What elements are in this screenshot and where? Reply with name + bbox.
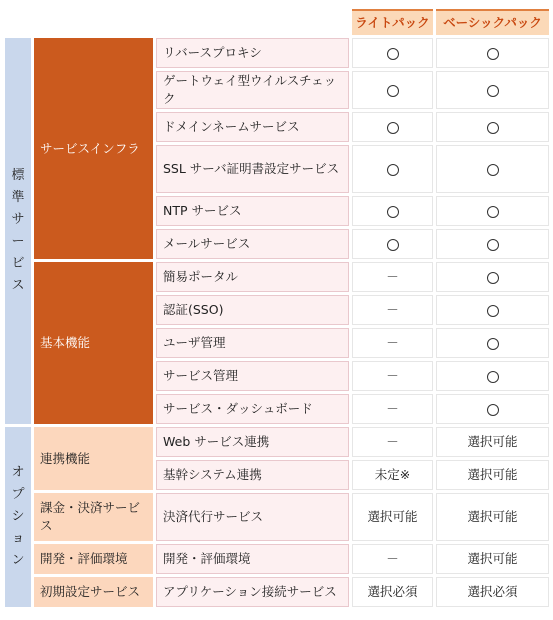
table-row xyxy=(5,262,549,292)
basic-value xyxy=(436,112,549,142)
feature-cell: NTP サービス xyxy=(156,196,349,226)
circle-mark-icon xyxy=(487,338,499,350)
lite-value: 未定※ xyxy=(352,460,433,490)
lite-value: － xyxy=(352,544,433,574)
circle-mark-icon xyxy=(387,239,399,251)
lite-value: － xyxy=(352,394,433,424)
basic-value xyxy=(436,38,549,68)
circle-mark-icon xyxy=(387,164,399,176)
basic-value xyxy=(436,71,549,109)
lite-value xyxy=(352,71,433,109)
lite-value: － xyxy=(352,262,433,292)
lite-value: 選択必須 xyxy=(352,577,433,607)
feature-cell: アプリケーション接続サービス xyxy=(156,577,349,607)
basic-value: 選択可能 xyxy=(436,544,549,574)
header-row xyxy=(5,9,549,35)
circle-mark-icon xyxy=(487,206,499,218)
feature-cell: ゲートウェイ型ウイルスチェック xyxy=(156,71,349,109)
lite-value xyxy=(352,145,433,193)
basic-value xyxy=(436,295,549,325)
lite-value: 選択可能 xyxy=(352,493,433,541)
lite-value: － xyxy=(352,295,433,325)
table-row xyxy=(5,544,549,574)
circle-mark-icon xyxy=(487,371,499,383)
basic-value xyxy=(436,394,549,424)
circle-mark-icon xyxy=(387,206,399,218)
basic-value: 選択必須 xyxy=(436,577,549,607)
circle-mark-icon xyxy=(387,122,399,134)
lite-value xyxy=(352,112,433,142)
category-basic-function: 基本機能 xyxy=(34,262,153,424)
feature-cell: Web サービス連携 xyxy=(156,427,349,457)
circle-mark-icon xyxy=(487,164,499,176)
lite-value: － xyxy=(352,427,433,457)
circle-mark-icon xyxy=(487,122,499,134)
lite-value xyxy=(352,229,433,259)
circle-mark-icon xyxy=(487,404,499,416)
basic-value xyxy=(436,361,549,391)
feature-cell: リバースプロキシ xyxy=(156,38,349,68)
circle-mark-icon xyxy=(487,239,499,251)
table-row xyxy=(5,38,549,68)
feature-cell: 基幹システム連携 xyxy=(156,460,349,490)
feature-cell: メールサービス xyxy=(156,229,349,259)
table-row xyxy=(5,427,549,457)
basic-value: 選択可能 xyxy=(436,460,549,490)
feature-cell: SSL サーバ証明書設定サービス xyxy=(156,145,349,193)
header-blank xyxy=(5,9,349,35)
basic-value xyxy=(436,262,549,292)
circle-mark-icon xyxy=(487,272,499,284)
category-infra: サービスインフラ xyxy=(34,38,153,259)
basic-value xyxy=(436,328,549,358)
lite-value: － xyxy=(352,328,433,358)
basic-value xyxy=(436,196,549,226)
section-standard xyxy=(5,38,31,424)
circle-mark-icon xyxy=(387,85,399,97)
feature-cell: サービス管理 xyxy=(156,361,349,391)
lite-value xyxy=(352,196,433,226)
category-billing: 課金・決済サービス xyxy=(34,493,153,541)
section-option-label: オプション xyxy=(11,465,25,568)
basic-value: 選択可能 xyxy=(436,427,549,457)
feature-cell: 認証(SSO) xyxy=(156,295,349,325)
category-initial-setup: 初期設定サービス xyxy=(34,577,153,607)
basic-value xyxy=(436,229,549,259)
feature-cell: 開発・評価環境 xyxy=(156,544,349,574)
circle-mark-icon xyxy=(487,305,499,317)
header-lite-pack: ライトパック xyxy=(352,9,433,35)
section-standard-label: 標準サービス xyxy=(11,168,25,293)
basic-value: 選択可能 xyxy=(436,493,549,541)
lite-value xyxy=(352,38,433,68)
circle-mark-icon xyxy=(387,48,399,60)
feature-cell: サービス・ダッシュボード xyxy=(156,394,349,424)
circle-mark-icon xyxy=(487,48,499,60)
circle-mark-icon xyxy=(487,85,499,97)
header-basic-pack: ベーシックパック xyxy=(436,9,549,35)
table-row xyxy=(5,493,549,541)
table-row xyxy=(5,577,549,607)
lite-value: － xyxy=(352,361,433,391)
service-comparison-table xyxy=(2,6,552,610)
feature-cell: ユーザ管理 xyxy=(156,328,349,358)
category-link: 連携機能 xyxy=(34,427,153,490)
feature-cell: 簡易ポータル xyxy=(156,262,349,292)
feature-cell: ドメインネームサービス xyxy=(156,112,349,142)
feature-cell: 決済代行サービス xyxy=(156,493,349,541)
basic-value xyxy=(436,145,549,193)
category-dev-env: 開発・評価環境 xyxy=(34,544,153,574)
section-option xyxy=(5,427,31,607)
